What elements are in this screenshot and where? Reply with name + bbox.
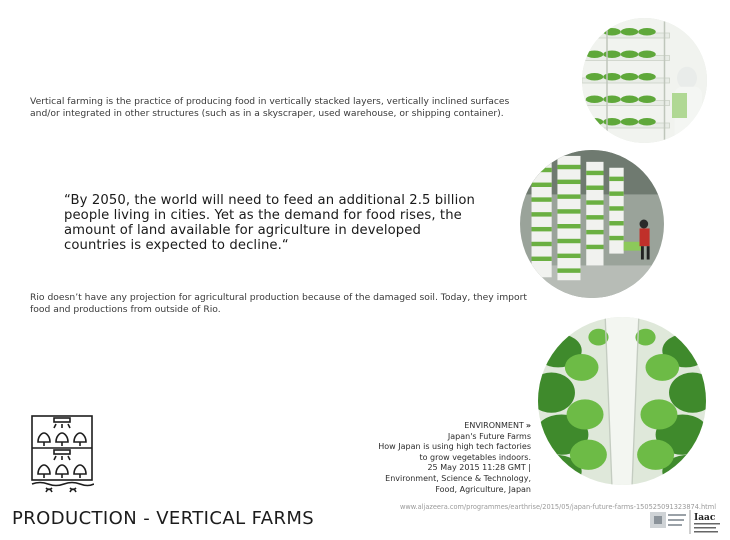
vertical-farm-photo-1	[582, 18, 707, 143]
source-category-label: ENVIRONMENT	[464, 421, 524, 430]
rio-paragraph: Rio doesn’t have any projection for agricultural production because of the damaged soil. Today, they import food and productions from outside of Rio.	[30, 292, 527, 315]
vertical-farm-photo-2	[520, 150, 664, 298]
source-arrow-icon: »	[525, 421, 531, 430]
page-title: PRODUCTION - VERTICAL FARMS	[12, 508, 315, 529]
intro-paragraph: Vertical farming is the practice of producing food in vertically stacked layers, vertically inclined surfaces and/or integrated in other structures (such as in a skyscraper, used warehouse, or shipping container).	[30, 96, 510, 119]
vertical-farm-photo-3	[538, 317, 706, 485]
source-line: 25 May 2015 11:28 GMT |	[427, 463, 531, 473]
source-url[interactable]: www.aljazeera.com/programmes/earthrise/2015/05/japan-future-farms-150525091323874.html	[400, 503, 717, 511]
svg-text:Iaac: Iaac	[694, 513, 716, 523]
source-line: Food, Agriculture, Japan	[435, 484, 531, 494]
vertical-farm-icon	[30, 414, 94, 496]
source-line: Japan's Future Farms	[447, 431, 531, 441]
quote-paragraph: “By 2050, the world will need to feed an additional 2.5 billion people living in cities. Yet as the demand for food rises, the amount of land available for agriculture in developed countries is expected to decline.“	[64, 193, 475, 253]
institution-logos	[648, 508, 728, 536]
iaac-logo	[694, 513, 720, 533]
source-category	[311, 421, 531, 432]
source-line: to grow vegetables indoors.	[419, 452, 531, 462]
source-line: Environment, Science & Technology,	[385, 473, 531, 483]
university-logo	[650, 512, 686, 528]
source-citation	[311, 421, 531, 495]
source-line: How Japan is using high tech factories	[378, 442, 531, 452]
